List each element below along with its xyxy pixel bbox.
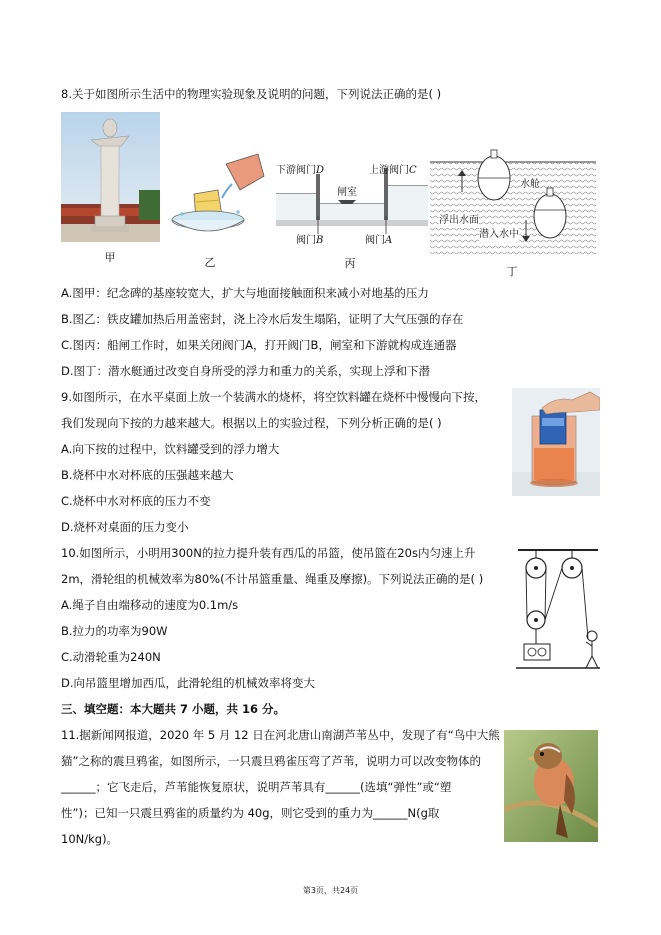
q9-option-a: A.向下按的过程中，饮料罐受到的浮力增大 [61,442,280,456]
label-upstream-valve: 上游阀门C [369,165,417,176]
q9-stem-line-1: 9.如图所示，在水平桌面上放一个装满水的烧杯，将空饮料罐在烧杯中慢慢向下按， [61,390,486,404]
q10-option-b: B.拉力的功率为90W [61,624,168,638]
label-dive: 潜入水中 [479,229,519,240]
q8-option-c: C.图丙：船闸工作时，如果关闭阀门A，打开阀门B，闸室和下游就构成连通器 [61,338,457,352]
q8-option-a: A.图甲：纪念碑的基座较宽大，扩大与地面接触面积来减小对地基的压力 [61,286,429,300]
q11-line-4: 性”)；已知一只震旦鸦雀的质量约为 40g，则它受到的重力为______N(g取 [61,806,440,820]
figure-ding-caption: 丁 [506,265,518,278]
page-footer: 第3页，共24页 [302,886,359,895]
section-three-heading: 三、填空题：本大题共 7 小题，共 16 分。 [61,702,286,716]
figure-q10-pulley [514,546,602,670]
label-float-up: 浮出水面 [439,215,479,226]
figure-yi-caption: 乙 [204,256,216,269]
q10-option-c: C.动滑轮重为240N [61,650,161,664]
figure-jia-caption: 甲 [104,251,116,264]
figure-bing-caption: 丙 [344,257,356,270]
q9-stem-line-2: 我们发现向下按的力越来越大。根据以上的实验过程，下列分析正确的是( ) [61,416,442,430]
figure-jia-monument [61,112,160,242]
q11-line-5: 10N/kg)。 [61,832,119,846]
label-water-tank: 水舱 [520,179,540,190]
label-valve-b: 阀门B [296,235,324,246]
label-valve-a: 阀门A [365,235,393,246]
q10-stem-line-1: 10.如图所示，小明用300N的拉力提升装有西瓜的吊篮，使吊篮在20s内匀速上升 [61,546,476,560]
q11-line-1: 11.据新闻网报道，2020 年 5 月 12 日在河北唐山南湖芦苇丛中，发现了有“鸟中大熊 [61,728,500,742]
q8-option-d: D.图丁：潜水艇通过改变自身所受的浮力和重力的关系，实现上浮和下潜 [61,364,431,378]
q10-option-d: D.向吊篮里增加西瓜，此滑轮组的机械效率将变大 [61,676,316,690]
q10-stem-line-2: 2m，滑轮组的机械效率为80%(不计吊篮重量、绳重及摩擦)。下列说法正确的是( ) [61,572,484,586]
q8-stem: 8.关于如图所示生活中的物理实验现象及说明的问题，下列说法正确的是( ) [61,87,442,101]
label-lock-chamber: 闸室 [337,187,357,198]
q10-option-a: A.绳子自由端移动的速度为0.1m/s [61,598,239,612]
figure-q9-beaker [512,388,600,496]
label-downstream-valve: 下游阀门D [276,165,325,176]
q11-line-2: 猫”之称的震旦鸦雀，如图所示，一只震旦鸦雀压弯了芦苇，说明力可以改变物体的 [61,754,481,768]
q8-option-b: B.图乙：铁皮罐加热后用盖密封，浇上冷水后发生塌陷，证明了大气压强的存在 [61,312,464,326]
figure-yi-can [166,150,268,236]
q9-option-c: C.烧杯中水对杯底的压力不变 [61,494,211,508]
figure-q11-bird [504,730,598,842]
q11-line-3: ______；它飞走后，芦苇能恢复原状，说明芦苇具有______(选填“弹性”或“塑 [61,780,452,794]
q9-option-d: D.烧杯对桌面的压力变小 [61,520,189,534]
q9-option-b: B.烧杯中水对杯底的压强越来越大 [61,468,234,482]
